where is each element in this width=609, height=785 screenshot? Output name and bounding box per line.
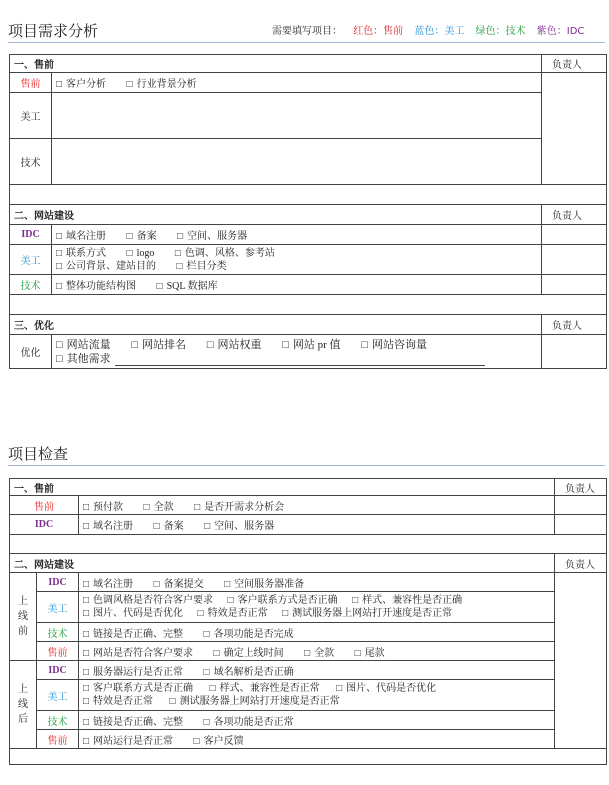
tech-options	[52, 275, 542, 295]
checkbox-option[interactable]: □ 空间、服务器	[177, 231, 247, 242]
before-launch-label	[10, 573, 37, 661]
requirement-table	[9, 54, 607, 369]
after-launch-label	[10, 661, 37, 749]
spacer-row	[10, 749, 607, 765]
label-char: 上	[18, 596, 28, 607]
owner-label: 负责人	[555, 554, 607, 573]
checkbox-option[interactable]: □ 联系方式	[56, 248, 106, 259]
checkbox-option[interactable]: □ 域名注册	[83, 579, 133, 590]
checkbox-option[interactable]: □ 网站权重	[207, 339, 262, 351]
owner-cell[interactable]	[555, 496, 607, 515]
legend-green: 绿色：技术	[475, 26, 526, 37]
checkbox-option[interactable]: □ 图片、代码是否优化	[83, 608, 183, 619]
row-label-design: 美工	[37, 680, 79, 711]
label-char: 线	[18, 611, 28, 622]
checkbox-option[interactable]: □ 域名解析是否正确	[204, 667, 294, 678]
row-label-idc: IDC	[37, 661, 79, 680]
row-label-idc: IDC	[10, 225, 52, 245]
checkbox-option[interactable]: □ 各项功能是否完成	[204, 629, 294, 640]
checkbox-option[interactable]: □ 空间服务器准备	[224, 579, 304, 590]
before-tech-options	[79, 623, 555, 642]
checkbox-option[interactable]: □ 网站咨询量	[361, 339, 427, 351]
presale-options	[52, 73, 542, 93]
checkbox-option[interactable]: □ 栏目分类	[177, 261, 227, 272]
checkbox-option[interactable]: □ 整体功能结构图	[56, 281, 136, 292]
checkbox-option[interactable]: □ 网站是否符合客户要求	[83, 648, 193, 659]
checkbox-option[interactable]: □ 图片、代码是否优化	[336, 683, 436, 694]
owner-label: 负责人	[542, 205, 607, 225]
legend-purple: 紫色：IDC	[536, 26, 585, 37]
check-presale-header: 一、售前	[10, 479, 555, 496]
checkbox-option[interactable]: □ 是否开需求分析会	[194, 502, 284, 513]
checkbox-option[interactable]: □ SQL 数据库	[157, 281, 218, 292]
row-label-idc: IDC	[10, 515, 79, 535]
checkbox-option[interactable]: □ 客户分析	[56, 79, 106, 90]
label-char: 线	[18, 699, 28, 710]
tech-field[interactable]	[52, 139, 542, 185]
owner-cell[interactable]	[555, 573, 607, 749]
owner-label: 负责人	[542, 315, 607, 335]
check-table	[9, 478, 607, 765]
label-char: 前	[18, 626, 28, 637]
section-title: 项目检查	[8, 445, 69, 463]
title-rule	[8, 42, 605, 43]
checkbox-option[interactable]: □ 尾款	[355, 648, 385, 659]
owner-label: 负责人	[542, 55, 607, 73]
checkbox-option[interactable]: □ logo	[127, 248, 155, 259]
row-label-tech: 技术	[37, 711, 79, 730]
owner-cell[interactable]	[542, 275, 607, 295]
checkbox-option[interactable]: □ 全款	[304, 648, 334, 659]
spacer-row	[10, 185, 607, 205]
legend-blue: 蓝色：美工	[414, 26, 465, 37]
row-label-optimize: 优化	[10, 335, 52, 369]
owner-cell[interactable]	[542, 73, 607, 185]
checkbox-option[interactable]: □ 其他需求	[56, 353, 111, 365]
after-idc-options	[79, 661, 555, 680]
row-label-tech: 技术	[10, 275, 52, 295]
checkbox-option[interactable]: □ 网站 pr 值	[282, 339, 340, 351]
checkbox-option[interactable]: □ 全款	[144, 502, 174, 513]
row-label-design: 美工	[10, 245, 52, 275]
checkbox-option[interactable]: □ 客户联系方式是否正确	[83, 683, 193, 694]
checkbox-option[interactable]: □ 域名注册	[56, 231, 106, 242]
checkbox-option[interactable]: □ 链接是否正确、完整	[83, 629, 183, 640]
checkbox-option[interactable]: □ 色调风格是否符合客户要求	[83, 595, 213, 606]
owner-cell[interactable]	[542, 225, 607, 245]
optimize-header: 三、优化	[10, 315, 542, 335]
checkbox-option[interactable]: □ 空间、服务器	[204, 521, 274, 532]
legend-prefix: 需要填写项目：	[272, 26, 342, 37]
row-label-presale: 售前	[10, 496, 79, 515]
row-label-presale: 售前	[37, 730, 79, 749]
checkbox-option[interactable]: □ 备案提交	[154, 579, 204, 590]
optimize-options	[52, 335, 542, 369]
spacer-row	[10, 535, 607, 554]
checkbox-option[interactable]: □ 测试服务器上网站打开速度是否正常	[282, 608, 452, 619]
checkbox-option[interactable]: □ 客户反馈	[194, 736, 244, 747]
checkbox-option[interactable]: □ 各项功能是否正常	[204, 717, 294, 728]
checkbox-option[interactable]: □ 服务器运行是否正常	[83, 667, 183, 678]
other-needs-field[interactable]	[115, 355, 485, 366]
checkbox-option[interactable]: □ 预付款	[83, 502, 123, 513]
checkbox-option[interactable]: □ 色调、风格、参考站	[175, 248, 275, 259]
spacer-row	[10, 295, 607, 315]
check-idc-options	[79, 515, 555, 535]
checkbox-option[interactable]: □ 特效是否正常	[83, 696, 153, 707]
check-site-header: 二、网站建设	[10, 554, 555, 573]
checkbox-option[interactable]: □ 域名注册	[83, 521, 133, 532]
checkbox-option[interactable]: □ 样式、兼容性是否正确	[352, 595, 462, 606]
presale-header: 一、售前	[10, 55, 542, 73]
row-label-design: 美工	[37, 592, 79, 623]
checkbox-option[interactable]: □ 备案	[127, 231, 157, 242]
before-idc-options	[79, 573, 555, 592]
row-label-tech: 技术	[10, 139, 52, 185]
after-tech-options	[79, 711, 555, 730]
before-design-options	[79, 592, 555, 623]
checkbox-option[interactable]: □ 测试服务器上网站打开速度是否正常	[170, 696, 340, 707]
row-label-design: 美工	[10, 93, 52, 139]
row-label-idc: IDC	[37, 573, 79, 592]
checkbox-option[interactable]: □ 网站排名	[131, 339, 186, 351]
design-options	[52, 245, 542, 275]
row-label-tech: 技术	[37, 623, 79, 642]
checkbox-option[interactable]: □ 公司背景、建站目的	[56, 261, 156, 272]
row-label-presale: 售前	[37, 642, 79, 661]
design-field[interactable]	[52, 93, 542, 139]
checkbox-option[interactable]: □ 样式、兼容性是否正常	[210, 683, 320, 694]
before-presale-options	[79, 642, 555, 661]
title-rule	[8, 465, 605, 466]
owner-cell[interactable]	[555, 515, 607, 535]
checkbox-option[interactable]: □ 链接是否正确、完整	[83, 717, 183, 728]
check-presale-options	[79, 496, 555, 515]
legend-red: 红色：售前	[353, 26, 404, 37]
checkbox-option[interactable]: □ 特效是否正常	[198, 608, 268, 619]
owner-cell[interactable]	[542, 335, 607, 369]
checkbox-option[interactable]: □ 网站流量	[56, 339, 111, 351]
checkbox-option[interactable]: □ 备案	[154, 521, 184, 532]
checkbox-option[interactable]: □ 确定上线时间	[214, 648, 284, 659]
owner-label: 负责人	[555, 479, 607, 496]
page-title: 项目需求分析	[8, 22, 99, 40]
color-legend	[272, 22, 584, 37]
idc-options	[52, 225, 542, 245]
row-label-presale: 售前	[10, 73, 52, 93]
after-presale-options	[79, 730, 555, 749]
checkbox-option[interactable]: □ 网站运行是否正常	[83, 736, 173, 747]
owner-cell[interactable]	[542, 245, 607, 275]
checkbox-option[interactable]: □ 行业背景分析	[127, 79, 197, 90]
label-char: 上	[18, 684, 28, 695]
checkbox-option[interactable]: □ 客户联系方式是否正确	[228, 595, 338, 606]
after-design-options	[79, 680, 555, 711]
site-header: 二、网站建设	[10, 205, 542, 225]
label-char: 后	[18, 714, 28, 725]
